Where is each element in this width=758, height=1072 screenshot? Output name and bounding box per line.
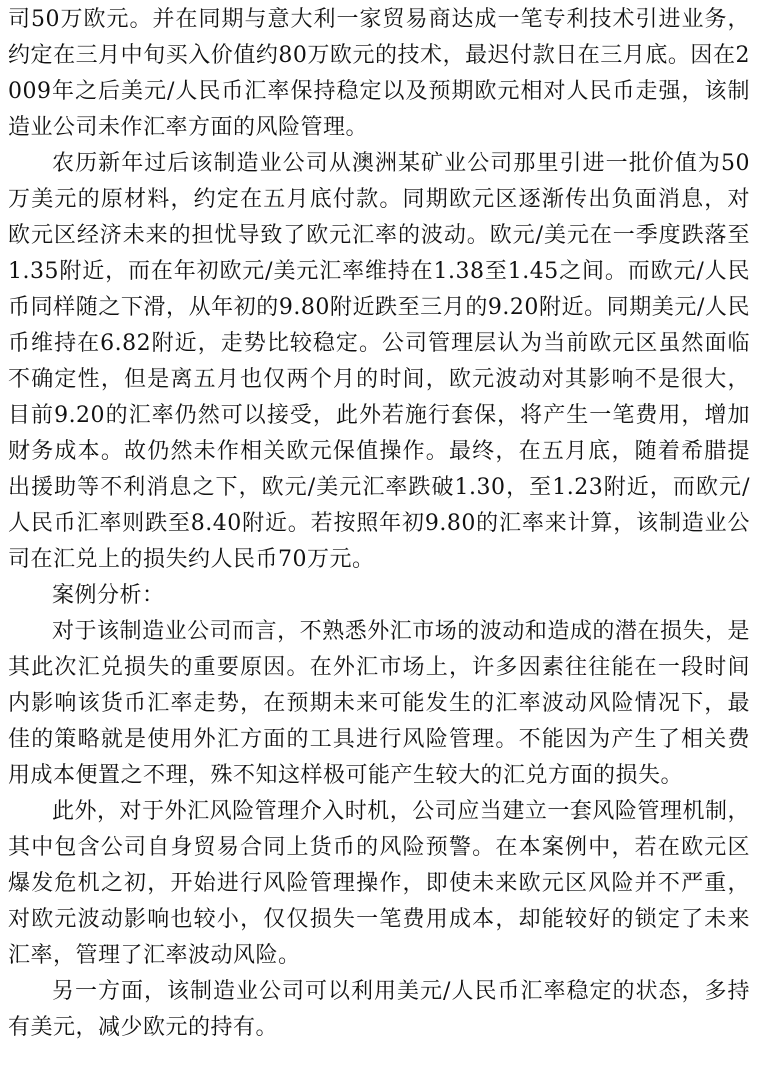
paragraph-continuation: 司50万欧元。并在同期与意大利一家贸易商达成一笔专利技术引进业务，约定在三月中旬买入价值约80万欧元的技术，最迟付款日在三月底。因在2009年之后美元/人民币汇率保持稳定以及预期欧元相对人民币走强，该制造业公司未作汇率方面的风险管理。	[8, 7, 750, 140]
paragraph-analysis-currency: 另一方面，该制造业公司可以利用美元/人民币汇率稳定的状态，多持有美元，减少欧元的持有。	[8, 979, 750, 1040]
section-heading-case-analysis: 案例分析：	[52, 583, 165, 608]
paragraph-analysis-cause: 对于该制造业公司而言，不熟悉外汇市场的波动和造成的潜在损失，是其此次汇兑损失的重要原因。在外汇市场上，许多因素往往能在一段时间内影响该货币汇率走势，在预期未来可能发生的汇率波动风险情况下，最佳的策略就是使用外汇方面的工具进行风险管理。不能因为产生了相关费用成本便置之不理，殊不知这样极可能产生较大的汇兑方面的损失。	[8, 619, 750, 788]
paragraph-case-narrative: 农历新年过后该制造业公司从澳洲某矿业公司那里引进一批价值为50万美元的原材料，约定在五月底付款。同期欧元区逐渐传出负面消息，对欧元区经济未来的担忧导致了欧元汇率的波动。欧元/美元在一季度跌落至1.35附近，而在年初欧元/美元汇率维持在1.38至1.45之间。而欧元/人民币同样随之下滑，从年初的9.80附近跌至三月的9.20附近。同期美元/人民币维持在6.82附近，走势比较稳定。公司管理层认为当前欧元区虽然面临不确定性，但是离五月也仅两个月的时间，欧元波动对其影响不是很大，目前9.20的汇率仍然可以接受，此外若施行套保，将产生一笔费用，增加财务成本。故仍然未作相关欧元保值操作。最终，在五月底，随着希腊提出援助等不利消息之下，欧元/美元汇率跌破1.30，至1.23附近，而欧元/人民币汇率则跌至8.40附近。若按照年初9.80的汇率来计算，该制造业公司在汇兑上的损失约人民币70万元。	[8, 151, 750, 572]
paragraph-analysis-timing: 此外，对于外汇风险管理介入时机，公司应当建立一套风险管理机制，其中包含公司自身贸易合同上货币的风险预警。在本案例中，若在欧元区爆发危机之初，开始进行风险管理操作，即使未来欧元区风险并不严重，对欧元波动影响也较小，仅仅损失一笔费用成本，却能较好的锁定了未来汇率，管理了汇率波动风险。	[8, 799, 750, 968]
